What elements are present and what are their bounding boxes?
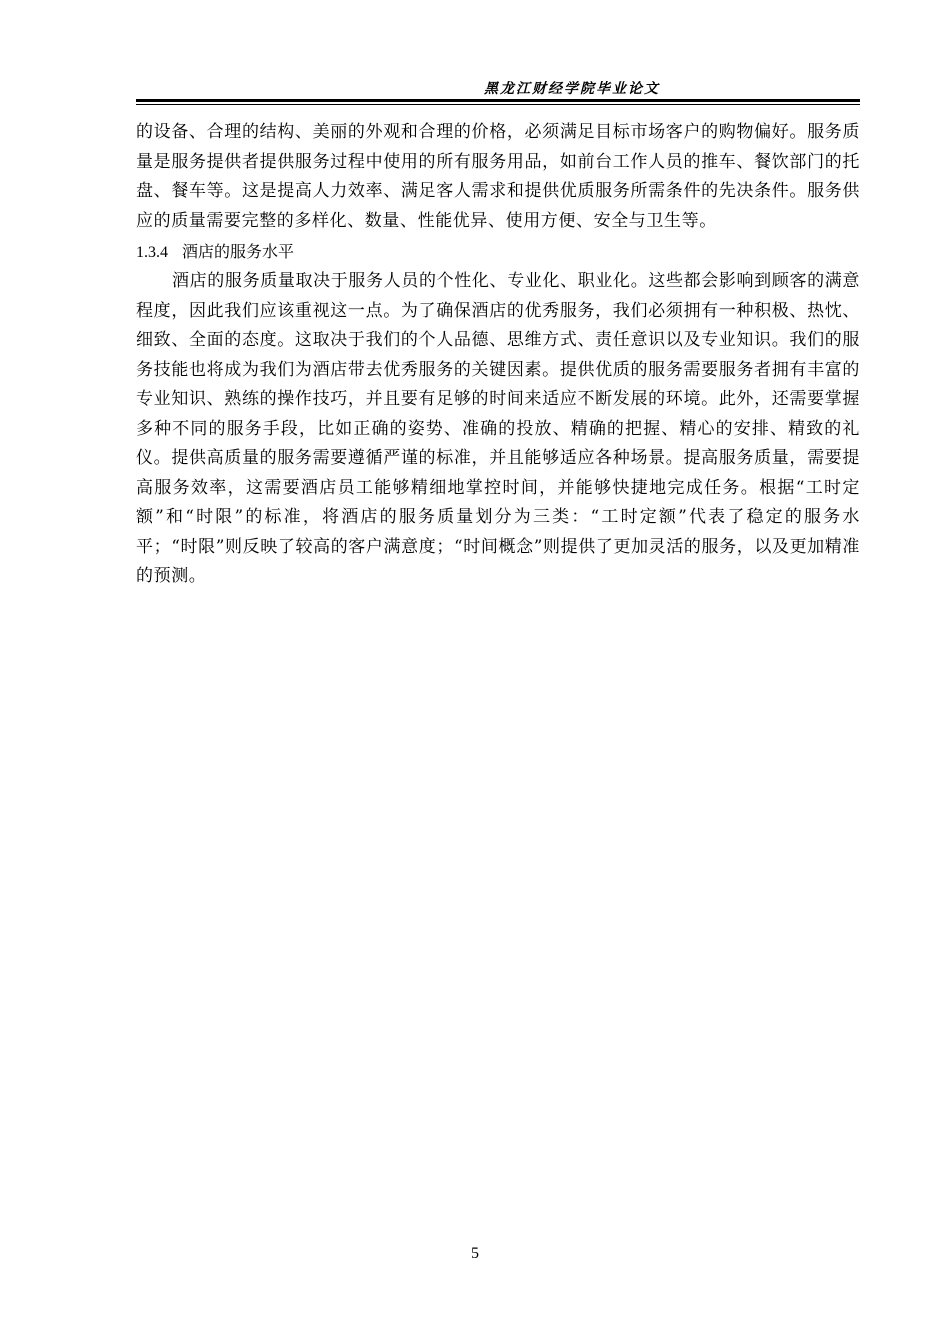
- page-number: 5: [471, 1245, 479, 1262]
- document-body: [136, 118, 860, 592]
- section-heading: [136, 238, 860, 267]
- paragraph-service-level: 酒店的服务质量取决于服务人员的个性化、专业化、职业化。这些都会影响到顾客的满意程度，因此我们应该重视这一点。为了确保酒店的优秀服务，我们必须拥有一种积极、热忱、细致、全面的态度。这取决于我们的个人品德、思维方式、责任意识以及专业知识。我们的服务技能也将成为我们为酒店带去优秀服务的关键因素。提供优质的服务需要服务者拥有丰富的专业知识、熟练的操作技巧，并且要有足够的时间来适应不断发展的环境。此外，还需要掌握多种不同的服务手段，比如正确的姿势、准确的投放、精确的把握、精心的安排、精致的礼仪。提供高质量的服务需要遵循严谨的标准，并且能够适应各种场景。提高服务质量，需要提高服务效率，这需要酒店员工能够精细地掌控时间，并能够快捷地完成任务。根据“工时定额”和“时限”的标准，将酒店的服务质量划分为三类：“工时定额”代表了稳定的服务水平；“时限”则反映了较高的客户满意度；“时间概念”则提供了更加灵活的服务，以及更加精准的预测。: [136, 271, 860, 586]
- header-rule-thin: [136, 104, 860, 105]
- section-number: 1.3.4: [136, 244, 168, 261]
- paragraph-continued: 的设备、合理的结构、美丽的外观和合理的价格，必须满足目标市场客户的购物偏好。服务质量是服务提供者提供服务过程中使用的所有服务用品，如前台工作人员的推车、餐饮部门的托盘、餐车等。这是提高人力效率、满足客人需求和提供优质服务所需条件的先决条件。服务供应的质量需要完整的多样化、数量、性能优异、使用方便、安全与卫生等。: [136, 122, 860, 231]
- page-header: [136, 78, 860, 108]
- header-rule-thick: [136, 99, 860, 102]
- section-title: 酒店的服务水平: [182, 242, 295, 261]
- header-title: 黑龙江财经学院毕业论文: [484, 81, 660, 97]
